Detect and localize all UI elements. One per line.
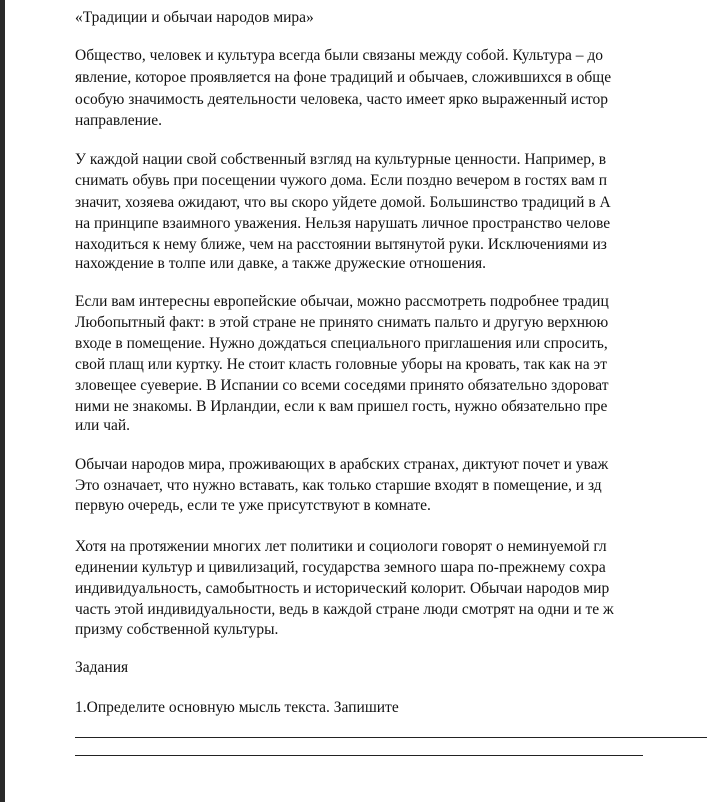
text-line: ними не знакомы. В Ирландии, если к вам пришел гость, нужно обязательно пре [75, 398, 608, 415]
text-line: Хотя на протяжении многих лет политики и социологи говорят о неминуемой гл [75, 538, 607, 555]
text-line: входе в помещение. Нужно дождаться специального приглашения или спросить, [75, 335, 608, 352]
text-line: индивидуальность, самобытность и исторический колорит. Обычаи народов мир [75, 580, 610, 597]
text-line: находиться к нему ближе, чем на расстоянии вытянутой руки. Исключениями из [75, 236, 607, 253]
text-line: часть этой индивидуальности, ведь в каждой стране люди смотрят на одни и те ж [75, 601, 614, 618]
text-line: явление, которое проявляется на фоне традиций и обычаев, сложившихся в обще [75, 69, 612, 86]
text-line: или чай. [75, 417, 131, 434]
text-line: У каждой нации свой собственный взгляд на культурные ценности. Например, в [75, 151, 607, 168]
text-line: значит, хозяева ожидают, что вы скоро уйдете домой. Большинство традиций в А [75, 194, 611, 211]
text-line: Общество, человек и культура всегда были связаны между собой. Культура – до [75, 47, 603, 64]
text-line: Это означает, что нужно вставать, как только старшие входят в помещение, и зд [75, 477, 602, 494]
task-1-prompt: 1.Определите основную мысль текста. Запишите [75, 699, 399, 716]
tasks-heading: Задания [75, 659, 129, 676]
text-line: нахождение в толпе или давке, а также дружеские отношения. [75, 255, 487, 272]
text-line: направление. [75, 112, 162, 129]
text-line: Обычаи народов мира, проживающих в арабских странах, диктуют почет и уваж [75, 456, 609, 473]
text-line: особую значимость деятельности человека, часто имеет ярко выраженный истор [75, 91, 609, 108]
text-line: на принципе взаимного уважения. Нельзя нарушать личное пространство челове [75, 215, 611, 232]
text-line: первую очередь, если те уже присутствуют в комнате. [75, 497, 431, 514]
document-title: «Традиции и обычаи народов мира» [75, 9, 314, 26]
text-line: Любопытный факт: в этой стране не принято снимать пальто и другую верхнюю [75, 314, 609, 331]
answer-line [75, 755, 643, 756]
text-line: единении культур и цивилизаций, государства земного шара по-прежнему сохра [75, 559, 606, 576]
answer-line [75, 737, 707, 738]
window-left-edge [0, 0, 5, 802]
text-line: зловещее суеверие. В Испании со всеми соседями принято обязательно здороват [75, 377, 609, 394]
text-line: Если вам интересны европейские обычаи, можно рассмотреть подробнее традиц [75, 293, 609, 310]
text-line: свой плащ или куртку. Не стоит класть головные уборы на кровать, так как на эт [75, 356, 607, 373]
text-line: снимать обувь при посещении чужого дома. Если поздно вечером в гостях вам п [75, 172, 607, 189]
text-line: призму собственной культуры. [75, 621, 279, 638]
